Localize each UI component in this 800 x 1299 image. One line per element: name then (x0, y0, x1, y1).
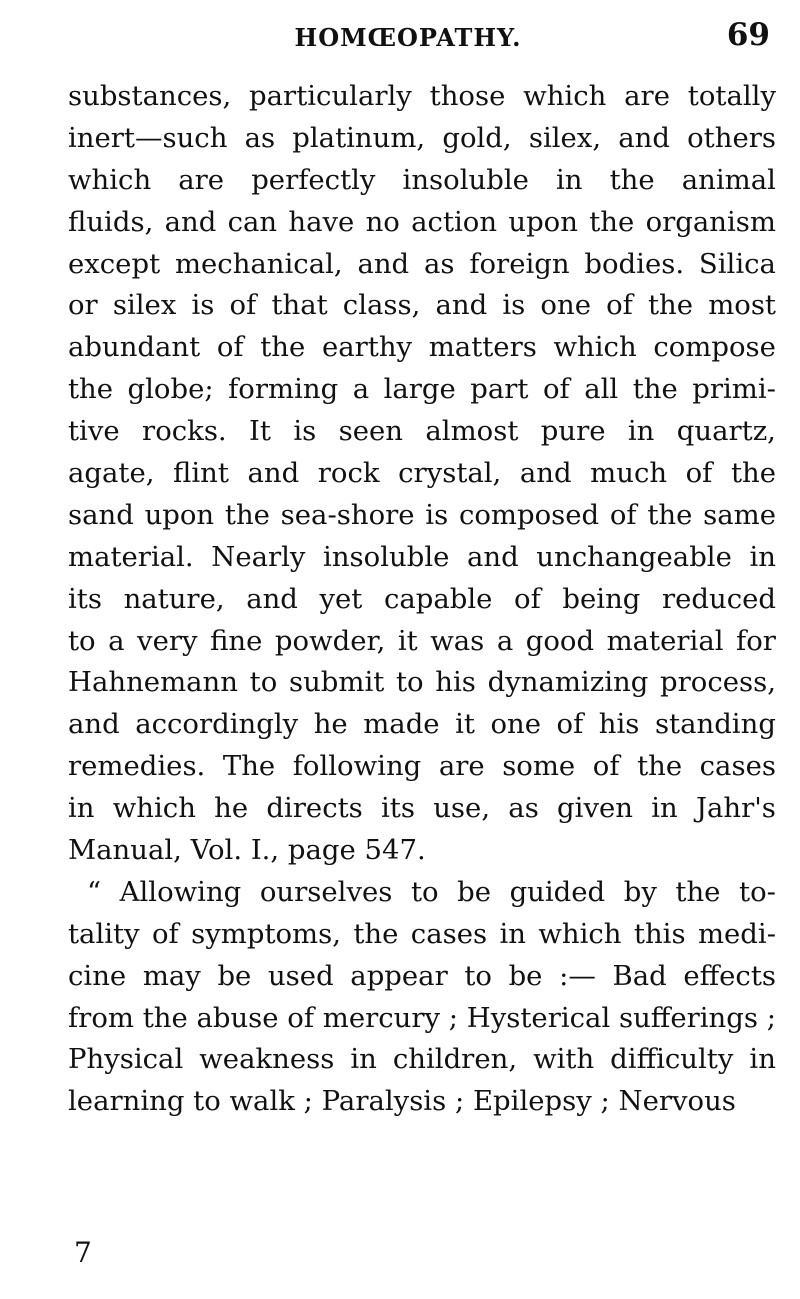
text-line: and accordingly he made it one of his standing (68, 708, 776, 741)
text-line: from the abuse of mercury ; Hysterical sufferings ; (68, 1001, 776, 1034)
text-line: except mechanical, and as foreign bodies. Silica (68, 247, 776, 280)
text-line: Hahnemann to submit to his dynamizing process, (68, 666, 776, 699)
body-text (68, 76, 776, 1123)
signature-mark: 7 (74, 1236, 92, 1269)
text-line: tality of symptoms, the cases in which this medi- (68, 917, 776, 950)
text-line: its nature, and yet capable of being reduced (68, 582, 776, 615)
text-line: learning to walk ; Paralysis ; Epilepsy ; Nervous (68, 1085, 736, 1118)
text-line: Physical weakness in children, with difficulty in (68, 1043, 776, 1076)
text-line: abundant of the earthy matters which compose (68, 331, 776, 364)
text-line: sand upon the sea-shore is composed of the same (68, 498, 776, 531)
running-head (0, 0, 800, 60)
text-line: in which he directs its use, as given in Jahr's (68, 792, 776, 825)
text-line: substances, particularly those which are totally (68, 80, 776, 112)
text-line: remedies. The following are some of the cases (68, 750, 776, 783)
text-line: Manual, Vol. I., page 547. (68, 834, 426, 867)
text-line: the globe; forming a large part of all the primi- (68, 373, 776, 406)
text-line: cine may be used appear to be :— Bad effects (68, 959, 776, 992)
page-number: 69 (726, 17, 770, 53)
text-line: material. Nearly insoluble and unchangeable in (68, 540, 776, 573)
text-line: inert—such as platinum, gold, silex, and others (68, 121, 776, 154)
text-line: agate, flint and rock crystal, and much of the (68, 457, 776, 490)
text-line: which are perfectly insoluble in the animal (68, 163, 776, 196)
text-line: “ Allowing ourselves to be guided by the to- (87, 875, 776, 908)
text-line: tive rocks. It is seen almost pure in quartz, (68, 415, 776, 448)
text-line: fluids, and can have no action upon the organism (68, 205, 776, 238)
text-line: or silex is of that class, and is one of the most (68, 289, 776, 322)
running-title: HOMŒOPATHY. (294, 23, 522, 52)
text-line: to a very fine powder, it was a good material for (68, 624, 776, 657)
